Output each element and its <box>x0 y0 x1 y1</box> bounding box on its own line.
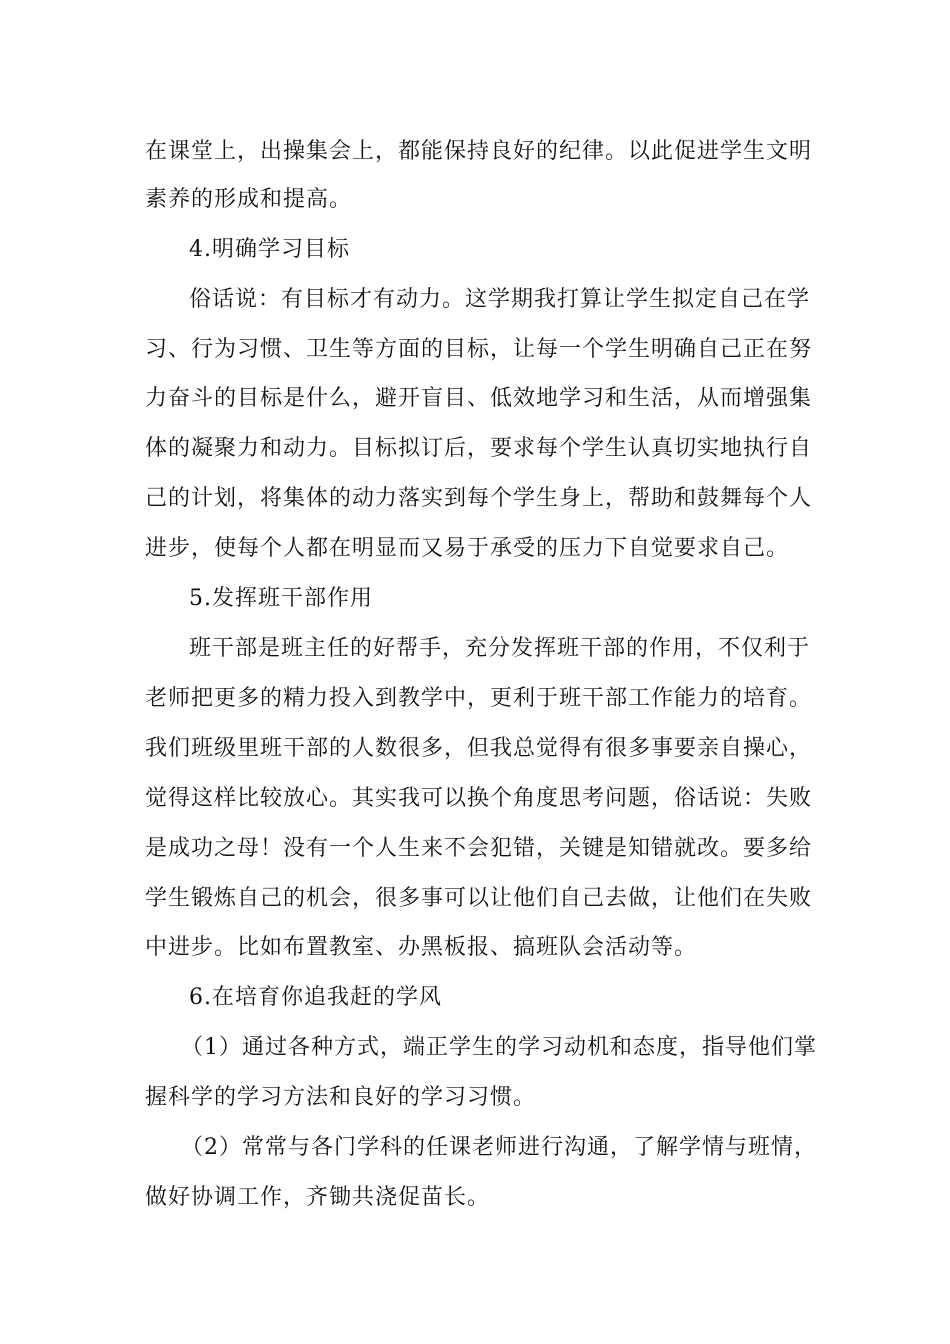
paragraph-line: 习、行为习惯、卫生等方面的目标，让每一个学生明确自己正在努 <box>145 337 813 362</box>
paragraph-line: 体的凝聚力和动力。目标拟订后，要求每个学生认真切实地执行自 <box>145 436 813 461</box>
paragraph-line: 握科学的学习方法和良好的学习习惯。 <box>145 1085 537 1110</box>
paragraph-line: 在课堂上，出操集会上，都能保持良好的纪律。以此促进学生文明 <box>145 139 813 164</box>
section-heading-5: 5.发挥班干部作用 <box>189 586 373 611</box>
paragraph-line: 我们班级里班干部的人数很多，但我总觉得有很多事要亲自操心， <box>145 736 813 761</box>
paragraph-line: 学生锻炼自己的机会，很多事可以让他们自己去做，让他们在失败 <box>145 886 813 911</box>
paragraph-line: 己的计划，将集体的动力落实到每个学生身上，帮助和鼓舞每个人 <box>145 486 813 511</box>
paragraph-line: 觉得这样比较放心。其实我可以换个角度思考问题，俗话说：失败 <box>145 786 813 811</box>
paragraph-line: 班干部是班主任的好帮手，充分发挥班干部的作用，不仅利于 <box>189 636 811 661</box>
section-heading-6: 6.在培育你追我赶的学风 <box>189 985 442 1010</box>
paragraph-line: 力奋斗的目标是什么，避开盲目、低效地学习和生活，从而增强集 <box>145 386 813 411</box>
section-heading-4: 4.明确学习目标 <box>189 237 350 262</box>
paragraph-line: 老师把更多的精力投入到教学中，更利于班干部工作能力的培育。 <box>145 686 813 711</box>
paragraph-line: （2）常常与各门学科的任课老师进行沟通，了解学情与班情， <box>181 1135 817 1160</box>
paragraph-line: 中进步。比如布置教室、办黑板报、搞班队会活动等。 <box>145 935 698 960</box>
paragraph-line: 是成功之母！没有一个人生来不会犯错，关键是知错就改。要多给 <box>145 836 813 861</box>
paragraph-line: 进步，使每个人都在明显而又易于承受的压力下自觉要求自己。 <box>145 536 790 561</box>
paragraph-line: 素养的形成和提高。 <box>145 187 353 212</box>
paragraph-line: 俗话说：有目标才有动力。这学期我打算让学生拟定自己在学 <box>189 287 811 312</box>
paragraph-line: （1）通过各种方式，端正学生的学习动机和态度，指导他们掌 <box>181 1035 817 1060</box>
paragraph-line: 做好协调工作，齐锄共浇促苗长。 <box>145 1185 491 1210</box>
